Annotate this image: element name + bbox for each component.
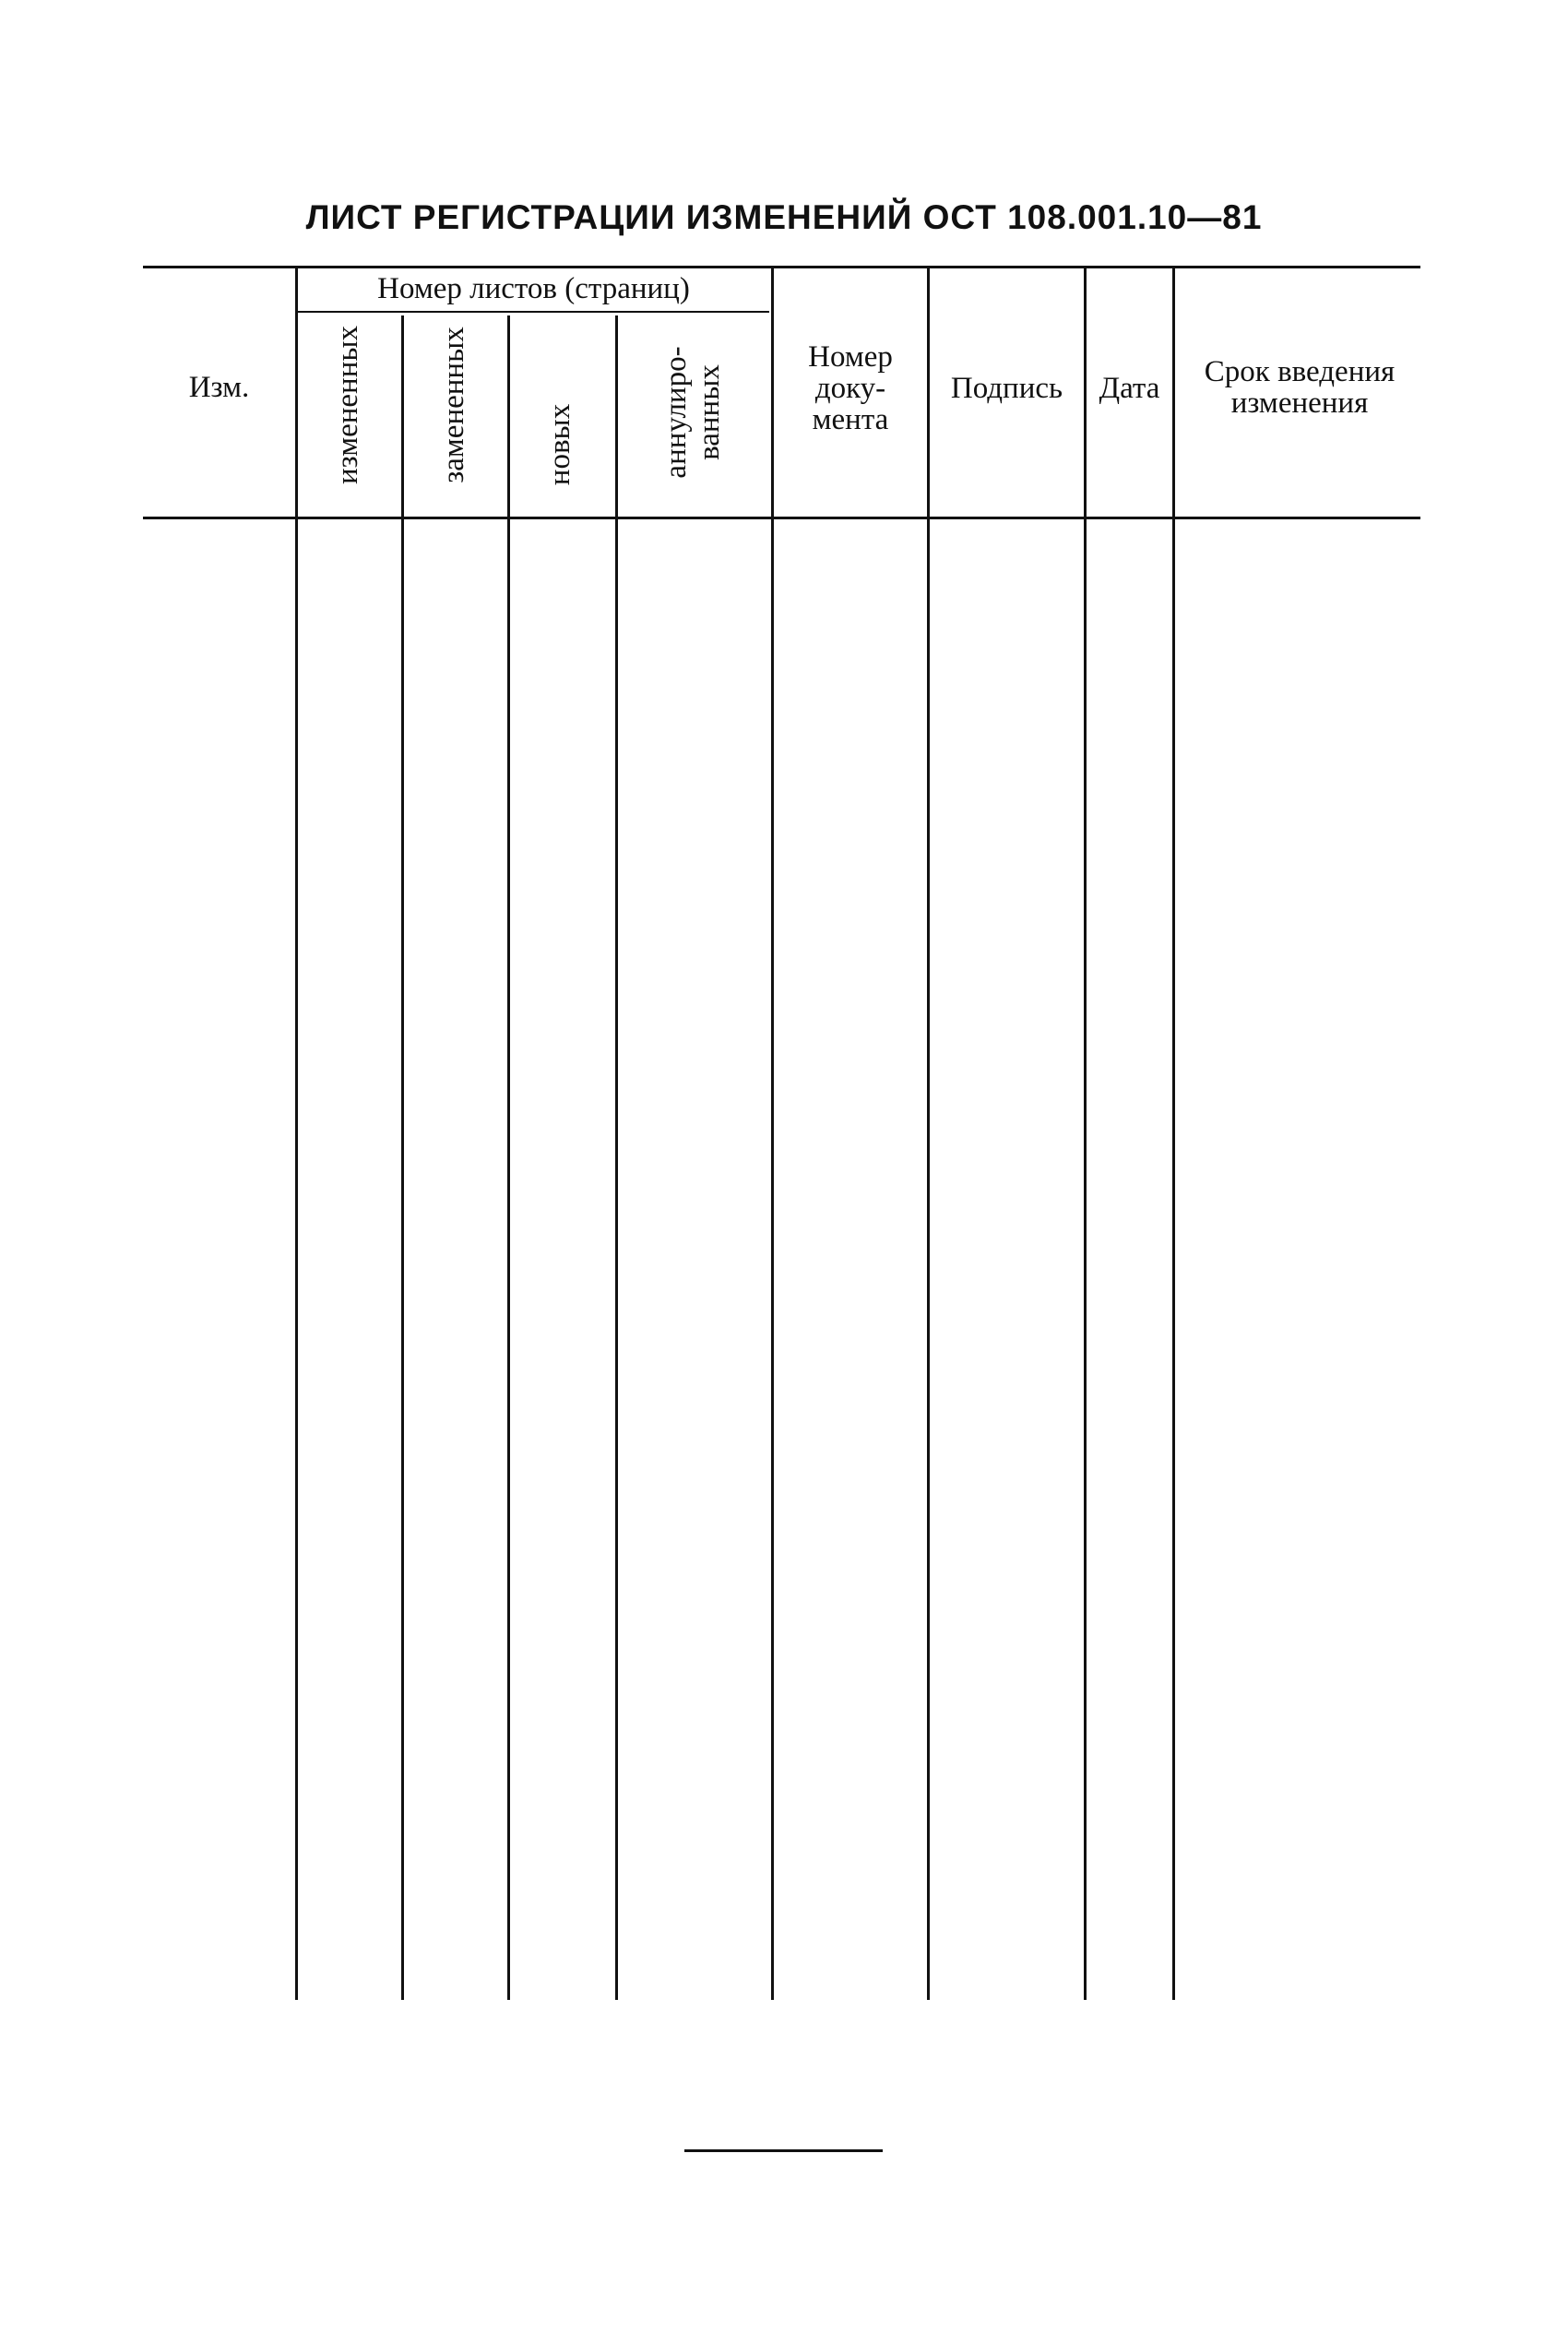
col-divider-8 — [1172, 266, 1175, 2000]
table-top-border — [143, 266, 1420, 268]
sub-header-replaced: замененных — [437, 327, 470, 483]
col-divider-1 — [295, 266, 298, 2000]
sub-header-annulled-line1: аннулиро- — [659, 346, 693, 479]
col-divider-6 — [927, 266, 930, 2000]
col-header-docnum-line3: мента — [812, 403, 889, 436]
group-header-rule — [298, 311, 769, 313]
page-title: ЛИСТ РЕГИСТРАЦИИ ИЗМЕНЕНИЙ ОСТ 108.001.10—81 — [305, 198, 1263, 236]
col-header-docnum-line2: доку- — [814, 372, 886, 405]
col-header-term-line2: изменения — [1230, 387, 1369, 420]
col-header-group-sheets: Номер листов (страниц) — [377, 272, 690, 305]
sub-header-annulled-line2: ванных — [693, 364, 726, 460]
col-header-docnum-line1: Номер — [808, 340, 893, 374]
col-header-date: Дата — [1099, 372, 1160, 405]
col-divider-7 — [1084, 266, 1087, 2000]
col-divider-2 — [401, 315, 404, 2000]
footer-rule — [684, 2149, 883, 2152]
col-divider-3 — [507, 315, 510, 2000]
col-header-signature: Подпись — [950, 372, 1063, 405]
col-divider-5 — [771, 266, 774, 2000]
col-divider-4 — [615, 315, 618, 2000]
sub-header-new: новых — [543, 403, 576, 486]
sub-header-changed: измененных — [331, 325, 364, 485]
col-header-term-line1: Срок введения — [1204, 355, 1396, 388]
header-bottom-border — [143, 517, 1420, 519]
col-header-izm: Изм. — [188, 371, 250, 404]
